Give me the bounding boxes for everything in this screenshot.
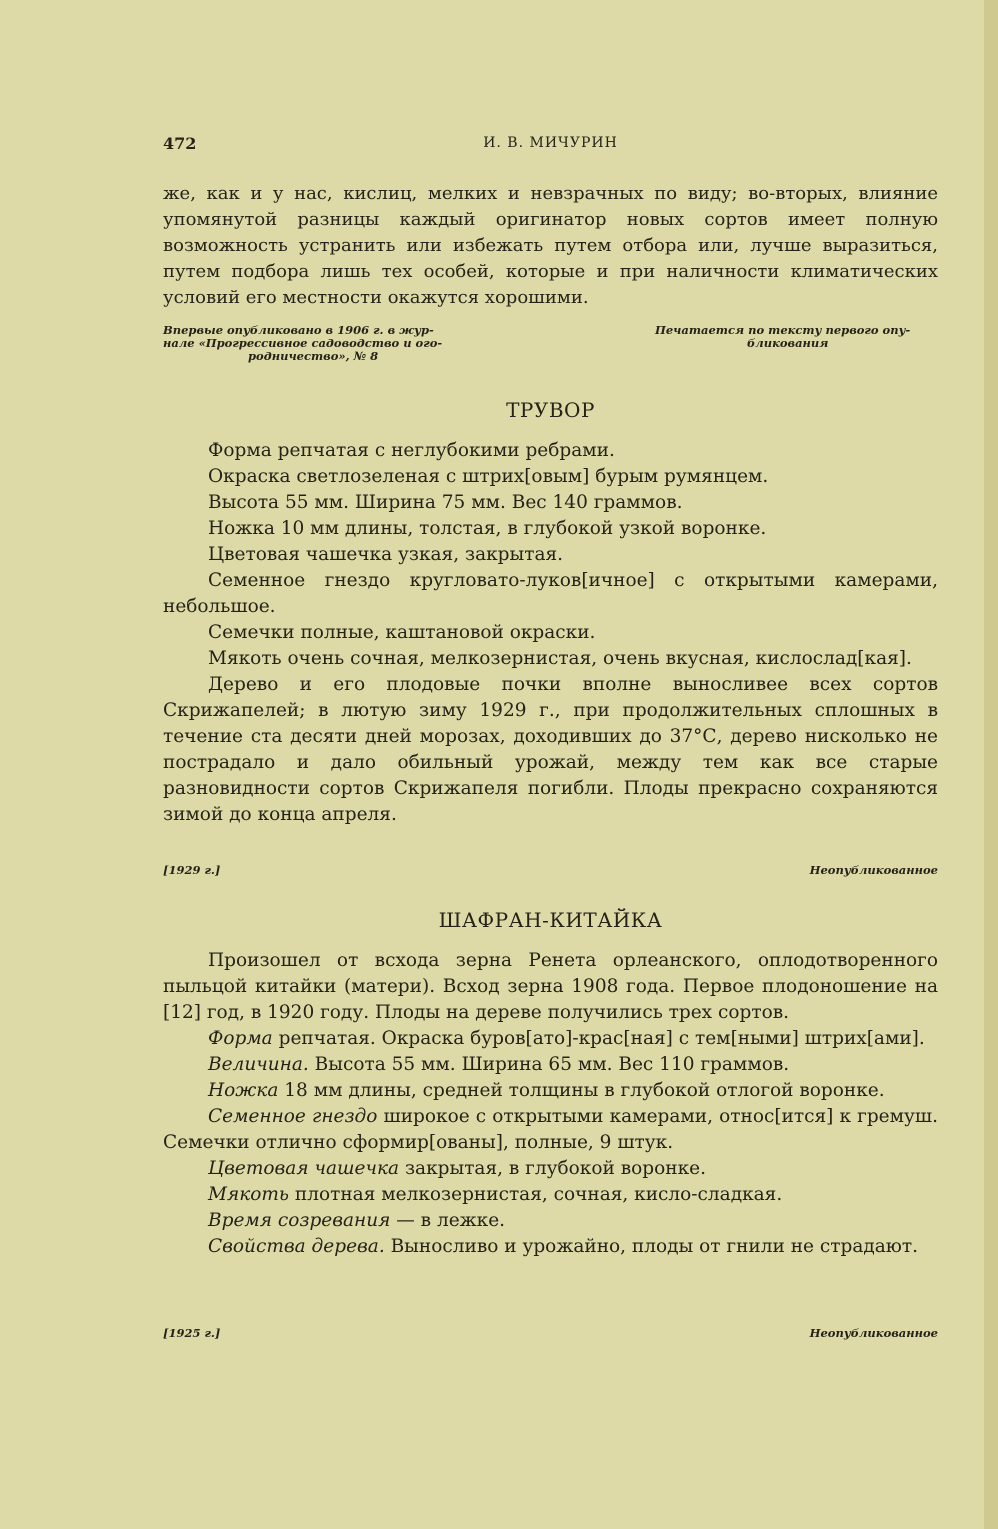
paragraph bbox=[163, 948, 938, 1026]
paragraph-label: Семенное гнездо bbox=[208, 1106, 378, 1127]
paragraph: Высота 55 мм. Ширина 75 мм. Вес 140 граммов. bbox=[208, 492, 683, 513]
publication-status: Неопубликованное bbox=[809, 1326, 938, 1340]
section-title-truvor: ТРУВОР bbox=[506, 398, 595, 422]
paragraph bbox=[163, 1182, 938, 1208]
paragraph-text: Произошел от всхода зерна Ренета орлеанского, оплодотворенного пыльцой китайки (матери). Всход зерна 1908 года. Первое плодоношение на [12] год, в 1920 году. Плоды на дереве получились трех сортов. bbox=[163, 950, 938, 1023]
running-title: И. В. МИЧУРИН bbox=[483, 135, 618, 151]
paragraph-label: Ножка bbox=[208, 1080, 279, 1101]
note-line: бликования bbox=[747, 336, 829, 350]
shafran-footer bbox=[163, 1326, 938, 1340]
shafran-body bbox=[163, 948, 938, 1260]
paragraph bbox=[163, 1104, 938, 1156]
paragraph: же, как и у нас, кислиц, мелких и невзрачных по виду; во-вторых, влияние упомянутой разницы каждый оригинатор новых сортов имеет полную возможность устранить или избежать путем отбора или, лучше выразиться, путем подбора лишь тех особей, которые и при наличности климатических условий его местности окажутся хорошими. bbox=[163, 183, 938, 308]
paragraph: Семенное гнездо кругловато-луков[ичное] с открытыми камерами, небольшое. bbox=[163, 570, 938, 617]
note-line: родничество», № 8 bbox=[248, 349, 379, 363]
paragraph-label: Время созревания bbox=[208, 1210, 391, 1231]
page-header bbox=[163, 134, 938, 156]
truvor-footer bbox=[163, 863, 938, 877]
paragraph-label: Мякоть bbox=[208, 1184, 289, 1205]
intro-text bbox=[163, 181, 938, 311]
truvor-body bbox=[163, 438, 938, 828]
section-title-shafran: ШАФРАН-КИТАЙКА bbox=[438, 908, 663, 932]
date-note: [1925 г.] bbox=[163, 1326, 221, 1340]
date-note: [1929 г.] bbox=[163, 863, 221, 877]
paragraph: Форма репчатая с неглубокими ребрами. bbox=[208, 440, 615, 461]
paragraph: Мякоть очень сочная, мелкозернистая, очень вкусная, кислослад[кая]. bbox=[208, 648, 912, 669]
note-line: нале «Прогрессивное садоводство и ого- bbox=[163, 336, 443, 350]
paragraph bbox=[163, 1234, 938, 1260]
note-line: Печатается по тексту первого опу- bbox=[655, 323, 911, 337]
page-number: 472 bbox=[163, 134, 197, 153]
paragraph bbox=[163, 1078, 938, 1104]
paragraph-text: — в лежке. bbox=[390, 1210, 506, 1231]
paragraph: Окраска светлозеленая с штрих[овым] бурым румянцем. bbox=[208, 466, 769, 487]
paragraph bbox=[163, 1052, 938, 1078]
paragraph-text: 18 мм длины, средней толщины в глубокой отлогой воронке. bbox=[278, 1080, 885, 1101]
paragraph: Семечки полные, каштановой окраски. bbox=[208, 622, 596, 643]
note-line: Впервые опубликовано в 1906 г. в жур- bbox=[163, 323, 434, 337]
paragraph-label: Цветовая чашечка bbox=[208, 1158, 400, 1179]
source-note-left bbox=[163, 324, 483, 363]
page-edge bbox=[984, 0, 998, 1529]
paragraph: Цветовая чашечка узкая, закрытая. bbox=[208, 544, 564, 565]
paragraph-label: Свойства дерева. bbox=[208, 1236, 385, 1257]
paragraph-label: Форма bbox=[208, 1028, 273, 1049]
paragraph-text: Выносливо и урожайно, плоды от гнили не страдают. bbox=[384, 1236, 918, 1257]
paragraph-text: закрытая, в глубокой воронке. bbox=[399, 1158, 706, 1179]
source-note-right bbox=[655, 324, 938, 350]
paragraph bbox=[163, 1208, 938, 1234]
paragraph-text: широкое с открытыми камерами, относ[ится] к гремуш. Семечки отлично сформир[ованы], полные, 9 штук. bbox=[163, 1106, 938, 1153]
paragraph-label: Величина. bbox=[208, 1054, 309, 1075]
publication-status: Неопубликованное bbox=[809, 863, 938, 877]
paragraph bbox=[163, 1156, 938, 1182]
paragraph-text: Высота 55 мм. Ширина 65 мм. Вес 110 граммов. bbox=[308, 1054, 790, 1075]
paragraph bbox=[163, 1026, 938, 1052]
paragraph-text: плотная мелкозернистая, сочная, кисло-сладкая. bbox=[289, 1184, 783, 1205]
paragraph-text: репчатая. Окраска буров[ато]-крас[ная] с тем[ными] штрих[ами]. bbox=[272, 1028, 925, 1049]
paragraph: Ножка 10 мм длины, толстая, в глубокой узкой воронке. bbox=[208, 518, 767, 539]
paragraph: Дерево и его плодовые почки вполне выносливее всех сортов Скрижапелей; в лютую зиму 1929 г., при продолжительных сплошных в течение ста десяти дней морозах, доходивших до 37°С, дерево нисколько не пострадало и дало обильный урожай, между тем как все старые разновидности сортов Скрижапеля погибли. Плоды прекрасно сохраняются зимой до конца апреля. bbox=[163, 674, 938, 825]
